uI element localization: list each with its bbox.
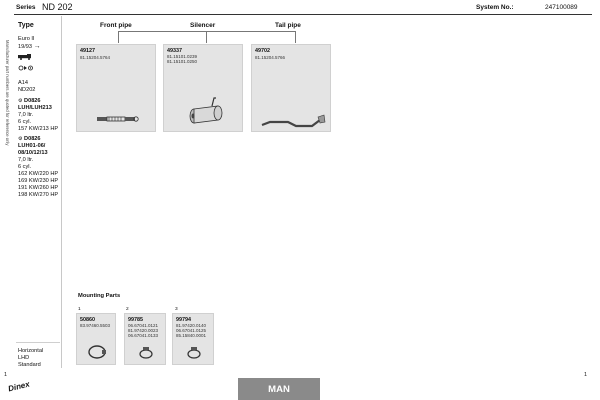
part-number: 49702 [255, 48, 270, 54]
clamp-image [87, 344, 107, 360]
dinex-logo: Dinex [7, 379, 31, 394]
engine-2-power: 169 KW/230 HP [18, 178, 59, 184]
model-code: ND202 [18, 87, 36, 93]
oem-reference: 85.15840.0001 [176, 333, 207, 338]
series-value: ND 202 [42, 2, 73, 12]
engine-2-power: 198 KW/270 HP [18, 192, 59, 198]
tail-pipe-image [260, 109, 326, 131]
part-number: 49127 [80, 48, 95, 54]
variant-standard: Standard [18, 362, 41, 368]
oem-reference: 81.15101.0239 [167, 54, 198, 59]
engine-icon: ⚙ [18, 136, 23, 142]
column-bracket [118, 31, 296, 43]
engine-2-variant-b: 08/10/12/13 [18, 150, 48, 156]
configuration-icons [18, 65, 34, 74]
column-front-pipe: Front pipe [100, 22, 132, 29]
column-tail-pipe: Tail pipe [275, 22, 301, 29]
mounting-card-clamp[interactable] [76, 313, 116, 365]
engine-2 [18, 136, 41, 143]
engine-2-displacement: 7,0 ltr. [18, 157, 34, 163]
part-card-tail-pipe[interactable] [251, 44, 331, 132]
engine-2-cylinders: 6 cyl. [18, 164, 32, 170]
mounting-card-bracket[interactable] [172, 313, 214, 365]
engine-1-variant: LUH/LUH213 [18, 105, 52, 111]
engine-2-power: 191 KW/260 HP [18, 185, 59, 191]
oem-reference: 81.15204.5766 [255, 55, 286, 60]
part-number: 50860 [80, 317, 95, 323]
engine-1-displacement: 7,0 ltr. [18, 112, 34, 118]
oem-reference: 06.67041.0133 [128, 333, 159, 338]
part-number: 49337 [167, 48, 182, 54]
oem-reference: 81.97420.0023 [128, 328, 159, 333]
mounting-index: 3 [175, 307, 178, 312]
silencer-image [184, 97, 228, 127]
type-heading: Type [18, 22, 34, 29]
production-date [18, 43, 41, 51]
engine-1 [18, 98, 41, 105]
front-pipe-image [95, 111, 139, 127]
part-number: 99785 [128, 317, 143, 323]
type-divider [16, 342, 60, 343]
header-divider [14, 14, 592, 15]
oem-reference: 81.97420.0140 [176, 323, 207, 328]
clamp-bolt-image [137, 346, 155, 360]
engine-1-code: D0826 [24, 98, 41, 104]
mounting-index: 1 [78, 307, 81, 312]
mounting-orientation: Horizontal [18, 348, 44, 354]
part-number: 99794 [176, 317, 191, 323]
mounting-index: 2 [126, 307, 129, 312]
model-name: A14 [18, 80, 28, 86]
mounting-card-gasket-kit[interactable] [124, 313, 166, 365]
engine-1-power: 157 KW/213 HP [18, 126, 59, 132]
arrow-right-icon: → [33, 43, 41, 50]
oem-reference: 81.15101.0250 [167, 59, 198, 64]
reference-disclaimer: Manufacturer part numbers are quoted for reference only [5, 40, 10, 146]
oem-reference: 06.67041.0125 [176, 328, 207, 333]
page-number-right: 1 [584, 372, 588, 378]
series-label: Series [16, 4, 36, 11]
part-card-front-pipe[interactable] [76, 44, 156, 132]
part-card-silencer[interactable] [163, 44, 243, 132]
euro-class: Euro II [18, 36, 35, 42]
truck-icon [18, 54, 32, 63]
column-silencer: Silencer [190, 22, 216, 29]
engine-2-code: D0826 [24, 136, 41, 142]
engine-1-cylinders: 6 cyl. [18, 119, 32, 125]
mounting-parts-title: Mounting Parts [78, 293, 121, 299]
system-number-label: System No.: [476, 4, 514, 11]
oem-reference: 06.67041.0121 [128, 323, 159, 328]
brand-tab-label: MAN [268, 384, 290, 395]
type-panel [14, 16, 62, 368]
clamp-bolt-image [185, 346, 203, 360]
system-number-value: 247100089 [545, 4, 578, 11]
engine-2-power: 162 KW/220 HP [18, 171, 59, 177]
column-bracket-center [206, 31, 207, 43]
oem-reference: 81.15204.5764 [80, 55, 111, 60]
engine-icon: ⚙ [18, 98, 23, 104]
engine-2-variant: LUH01-06/ [18, 143, 46, 149]
date-text: 19/93 [18, 44, 32, 50]
oem-reference: 83.97460.5503 [80, 323, 111, 328]
page-number-left: 1 [4, 372, 8, 378]
drive-side: LHD [18, 355, 30, 361]
